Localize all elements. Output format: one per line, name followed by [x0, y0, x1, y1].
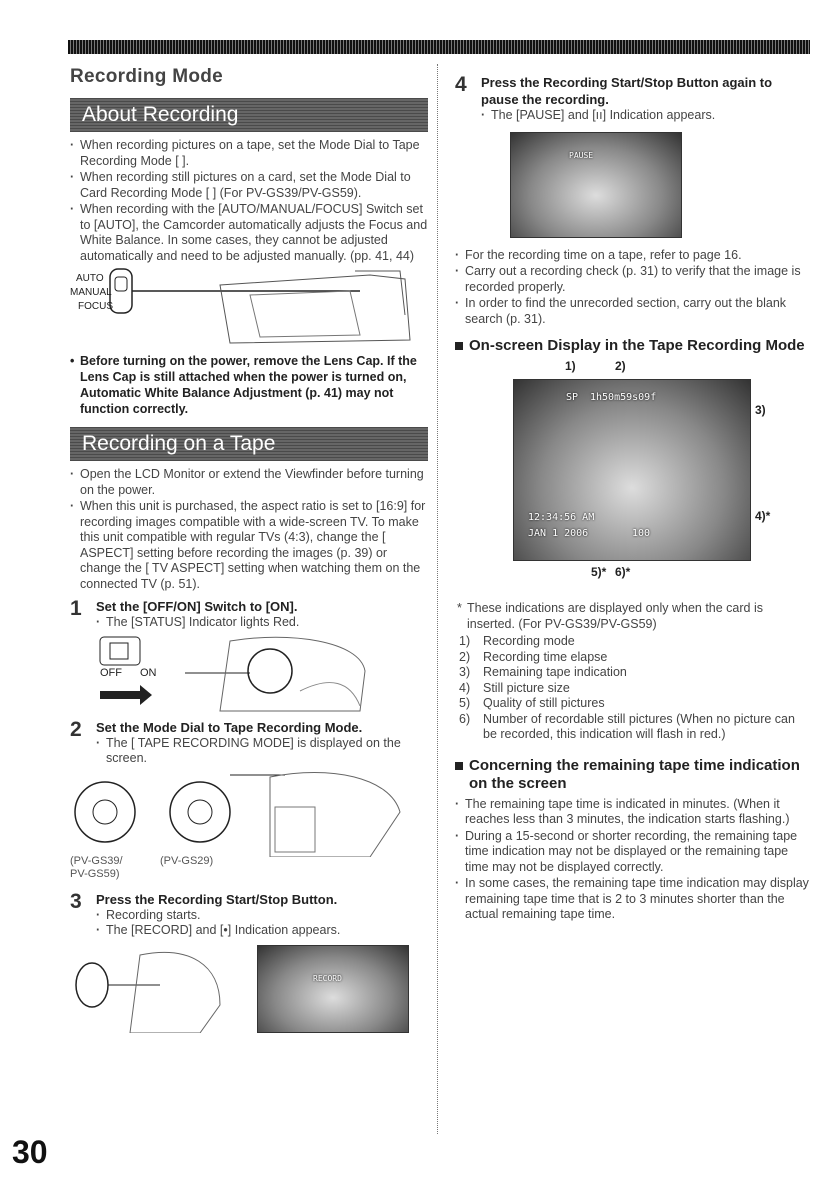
pv-gs29-label: (PV-GS29): [160, 854, 214, 867]
list-item: · When recording with the [AUTO/MANUAL/FOCUS] Switch set to [AUTO], the Camcorder automatically adjusts the Focus and White Balance. In some cases, they cannot be adjusted automatically and need to be adjusted manually. (pp. 41, 44): [70, 202, 428, 264]
page-title: Recording Mode: [70, 66, 224, 87]
step-sub: · The [STATUS] Indicator lights Red.: [96, 615, 428, 631]
bullet-square-icon: [455, 762, 463, 770]
picture-count: 100: [632, 528, 651, 539]
list-item: 3) Remaining tape indication: [459, 665, 627, 679]
off-label: OFF: [100, 666, 122, 679]
list-item: · For the recording time on a tape, refer to page 16.: [455, 248, 810, 264]
bullet-square-icon: [455, 342, 463, 350]
power-switch-illustration: [70, 631, 428, 713]
lens-cap-warning: • Before turning on the power, remove the Lens Cap. If the Lens Cap is still attached when the power is turned on, Automatic White Balance Adjustment (p. 41) may not function correctly.: [70, 353, 428, 417]
mode-indicator: SP: [566, 392, 579, 403]
record-button-illustration: [70, 945, 250, 1033]
pause-figure: [510, 132, 810, 240]
step-1: [70, 598, 428, 631]
focus-label: FOCUS: [78, 301, 113, 312]
on-label: ON: [140, 666, 157, 679]
label-6: 6)*: [615, 565, 631, 579]
osd-footnote: * These indications are displayed only when the card is inserted. (For PV-GS39/PV-GS59): [455, 601, 810, 632]
step-title: Press the Recording Start/Stop Button.: [96, 891, 338, 907]
record-screen: [257, 945, 409, 1033]
step-3: [70, 891, 428, 939]
step-sub: · Recording starts.: [96, 908, 428, 924]
step-number: 4: [455, 73, 467, 96]
step-2: [70, 719, 428, 767]
step-4: [455, 74, 810, 124]
list-item: · When this unit is purchased, the aspect ratio is set to [16:9] for recording images compatible with a wide-screen TV. To make this unit compatible with regular TVs (4:3), change the [ ASPECT] setting before recording the images (p. 39) or change the [ TV ASPECT] setting when watching them on the connected TV (p. 51).: [70, 499, 428, 592]
power-switch-figure: [70, 631, 428, 713]
step-sub: · The [PAUSE] and [ıı] Indication appears.: [481, 108, 810, 124]
record-figure: [70, 945, 428, 1035]
label-4: 4)*: [755, 509, 771, 523]
label-5: 5)*: [591, 565, 607, 579]
focus-switch-figure: [70, 265, 428, 345]
mode-dial-illustration: [70, 767, 428, 857]
camcorder-switch-illustration: [70, 265, 428, 345]
arrow-icon: [100, 685, 152, 705]
list-item: 2) Recording time elapse: [459, 649, 608, 664]
manual-label: MANUAL: [70, 287, 112, 298]
step-title: Set the Mode Dial to Tape Recording Mode.: [96, 719, 363, 735]
pv-gs39-gs59-label: (PV-GS39/ PV-GS59): [70, 854, 123, 880]
list-item: · Carry out a recording check (p. 31) to verify that the image is recorded properly.: [455, 264, 810, 295]
step-sub: · The [ TAPE RECORDING MODE] is displayed on the screen.: [96, 736, 428, 767]
list-item: 5) Quality of still pictures: [459, 696, 605, 710]
record-indication: RECORD: [313, 973, 342, 983]
pause-indication: PAUSE: [569, 150, 594, 160]
osd-figure: [455, 359, 810, 597]
date-line-1: 12:34:56 AM: [528, 512, 595, 523]
page-number: 30: [12, 1134, 48, 1170]
list-item: · When recording still pictures on a card, set the Mode Dial to Card Recording Mode [ ] (For PV-GS39/PV-GS59).: [70, 170, 428, 201]
tape-bullets: [70, 467, 428, 592]
list-item: · Open the LCD Monitor or extend the Viewfinder before turning on the power.: [70, 467, 428, 498]
list-item: 4) Still picture size: [459, 680, 570, 695]
step-number: 3: [70, 889, 82, 913]
list-item: 1) Recording mode: [459, 634, 575, 648]
recording-notes: [455, 248, 810, 328]
auto-label: AUTO: [76, 273, 104, 284]
osd-heading: On-screen Display in the Tape Recording Mode: [455, 337, 810, 355]
label-2: 2): [615, 359, 626, 373]
list-item: · When recording pictures on a tape, set the Mode Dial to Tape Recording Mode [ ].: [70, 138, 428, 169]
list-item: · The remaining tape time is indicated in minutes. (When it reaches less than 3 minutes, the indication starts flashing.): [455, 797, 810, 828]
osd-screen: [513, 379, 751, 561]
about-bullets: [70, 138, 428, 264]
pause-screen: [510, 132, 682, 238]
step-title: Set the [OFF/ON] Switch to [ON].: [96, 599, 298, 614]
date-line-2: JAN 1 2006: [528, 528, 589, 539]
time-indicator: 1h50m59s09f: [590, 392, 657, 403]
mode-dial-figure: [70, 767, 428, 885]
list-item: · During a 15-second or shorter recording, the remaining tape time indication may not be displayed or the remaining tape time may not be displayed correctly.: [455, 829, 810, 876]
recording-on-tape-banner: Recording on a Tape: [70, 427, 428, 461]
label-1: 1): [565, 359, 576, 373]
label-3: 3): [755, 403, 766, 417]
remaining-bullets: [455, 797, 810, 923]
step-number: 2: [70, 717, 82, 741]
remaining-heading: Concerning the remaining tape time indication on the screen: [455, 757, 810, 793]
header-bar: [68, 40, 810, 54]
right-column: [455, 74, 810, 924]
left-column: [70, 66, 428, 1035]
list-item: · In some cases, the remaining tape time indication may display remaining tape time that is 2 to 3 minutes shorter than the actual remaining tape time.: [455, 876, 810, 923]
list-item: · In order to find the unrecorded section, carry out the blank search (p. 31).: [455, 296, 810, 327]
osd-items: [455, 634, 810, 743]
column-divider: [437, 64, 438, 1134]
step-title: Press the Recording Start/Stop Button again to pause the recording.: [481, 75, 773, 107]
step-sub: · The [RECORD] and [•] Indication appears.: [96, 923, 428, 939]
list-item: 6) Number of recordable still pictures (When no picture can be recorded, this indication will flash in red.): [459, 711, 795, 741]
about-recording-banner: About Recording: [70, 98, 428, 132]
step-number: 1: [70, 597, 82, 620]
